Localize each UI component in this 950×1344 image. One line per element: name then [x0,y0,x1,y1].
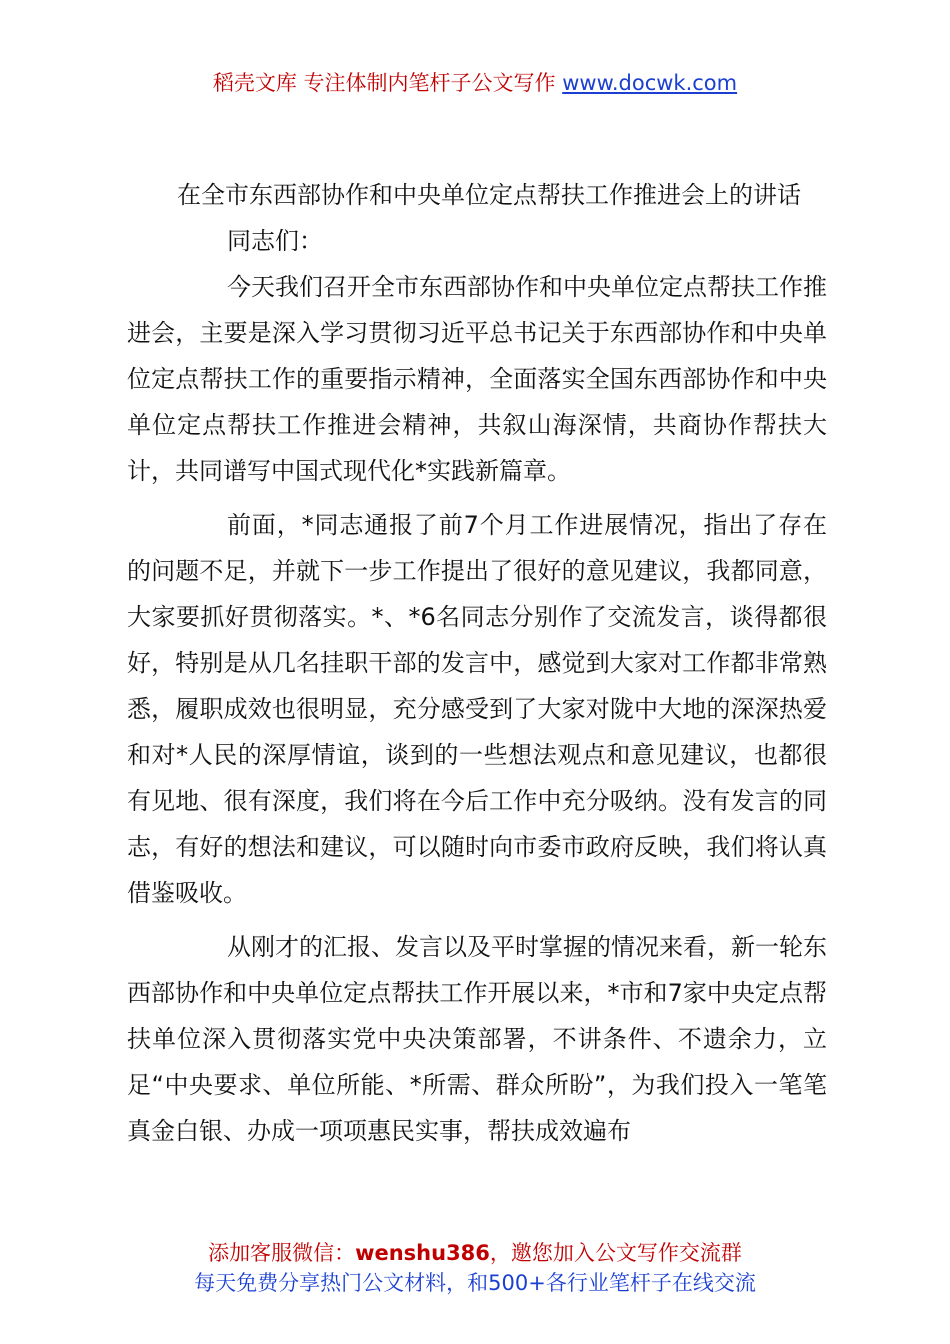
document-title: 在全市东西部协作和中央单位定点帮扶工作推进会上的讲话 [177,181,801,209]
footer-wechat-prefix: 添加客服微信： [208,1241,356,1265]
header-brand-text: 稻壳文库 专注体制内笔杆子公文写作 [212,71,556,95]
paragraph-2: 前面，*同志通报了前7个月工作进展情况，指出了存在的问题不足，并就下一步工作提出了很好的意见建议，我都同意，大家要抓好贯彻落实。*、*6名同志分别作了交流发言，谈得都很好，特别是从几名挂职干部的发言中，感觉到大家对工作都非常熟悉，履职成效也很明显，充分感受到了大家对陇中大地的深深热爱和对*人民的深厚情谊，谈到的一些想法观点和意见建议，也都很有见地、很有深度，我们将在今后工作中充分吸纳。没有发言的同志，有好的想法和建议，可以随时向市委市政府反映，我们将认真借鉴吸收。 [127,511,827,907]
footer-share-line: 每天免费分享热门公文材料，和500+各行业笔杆子在线交流 [194,1271,756,1295]
page-header [0,68,950,98]
document-body [127,172,827,1154]
paragraph-3: 从刚才的汇报、发言以及平时掌握的情况来看，新一轮东西部协作和中央单位定点帮扶工作开展以来，*市和7家中央定点帮扶单位深入贯彻落实党中央决策部署，不讲条件、不遗余力，立足“中央要求、单位所能、*所需、群众所盼”，为我们投入一笔笔真金白银、办成一项项惠民实事，帮扶成效遍布 [127,933,827,1145]
header-website-link[interactable]: www.docwk.com [562,71,738,95]
paragraph-1: 今天我们召开全市东西部协作和中央单位定点帮扶工作推进会，主要是深入学习贯彻习近平总书记关于东西部协作和中央单位定点帮扶工作的重要指示精神，全面落实全国东西部协作和中央单位定点帮扶工作推进会精神，共叙山海深情，共商协作帮扶大计，共同谱写中国式现代化*实践新篇章。 [127,273,827,485]
footer-wechat-suffix: ，邀您加入公文写作交流群 [489,1241,742,1265]
page-footer [0,1238,950,1298]
footer-wechat-id: wenshu386 [355,1241,490,1265]
footer-wechat-line [0,1238,950,1268]
salutation: 同志们： [227,227,323,255]
